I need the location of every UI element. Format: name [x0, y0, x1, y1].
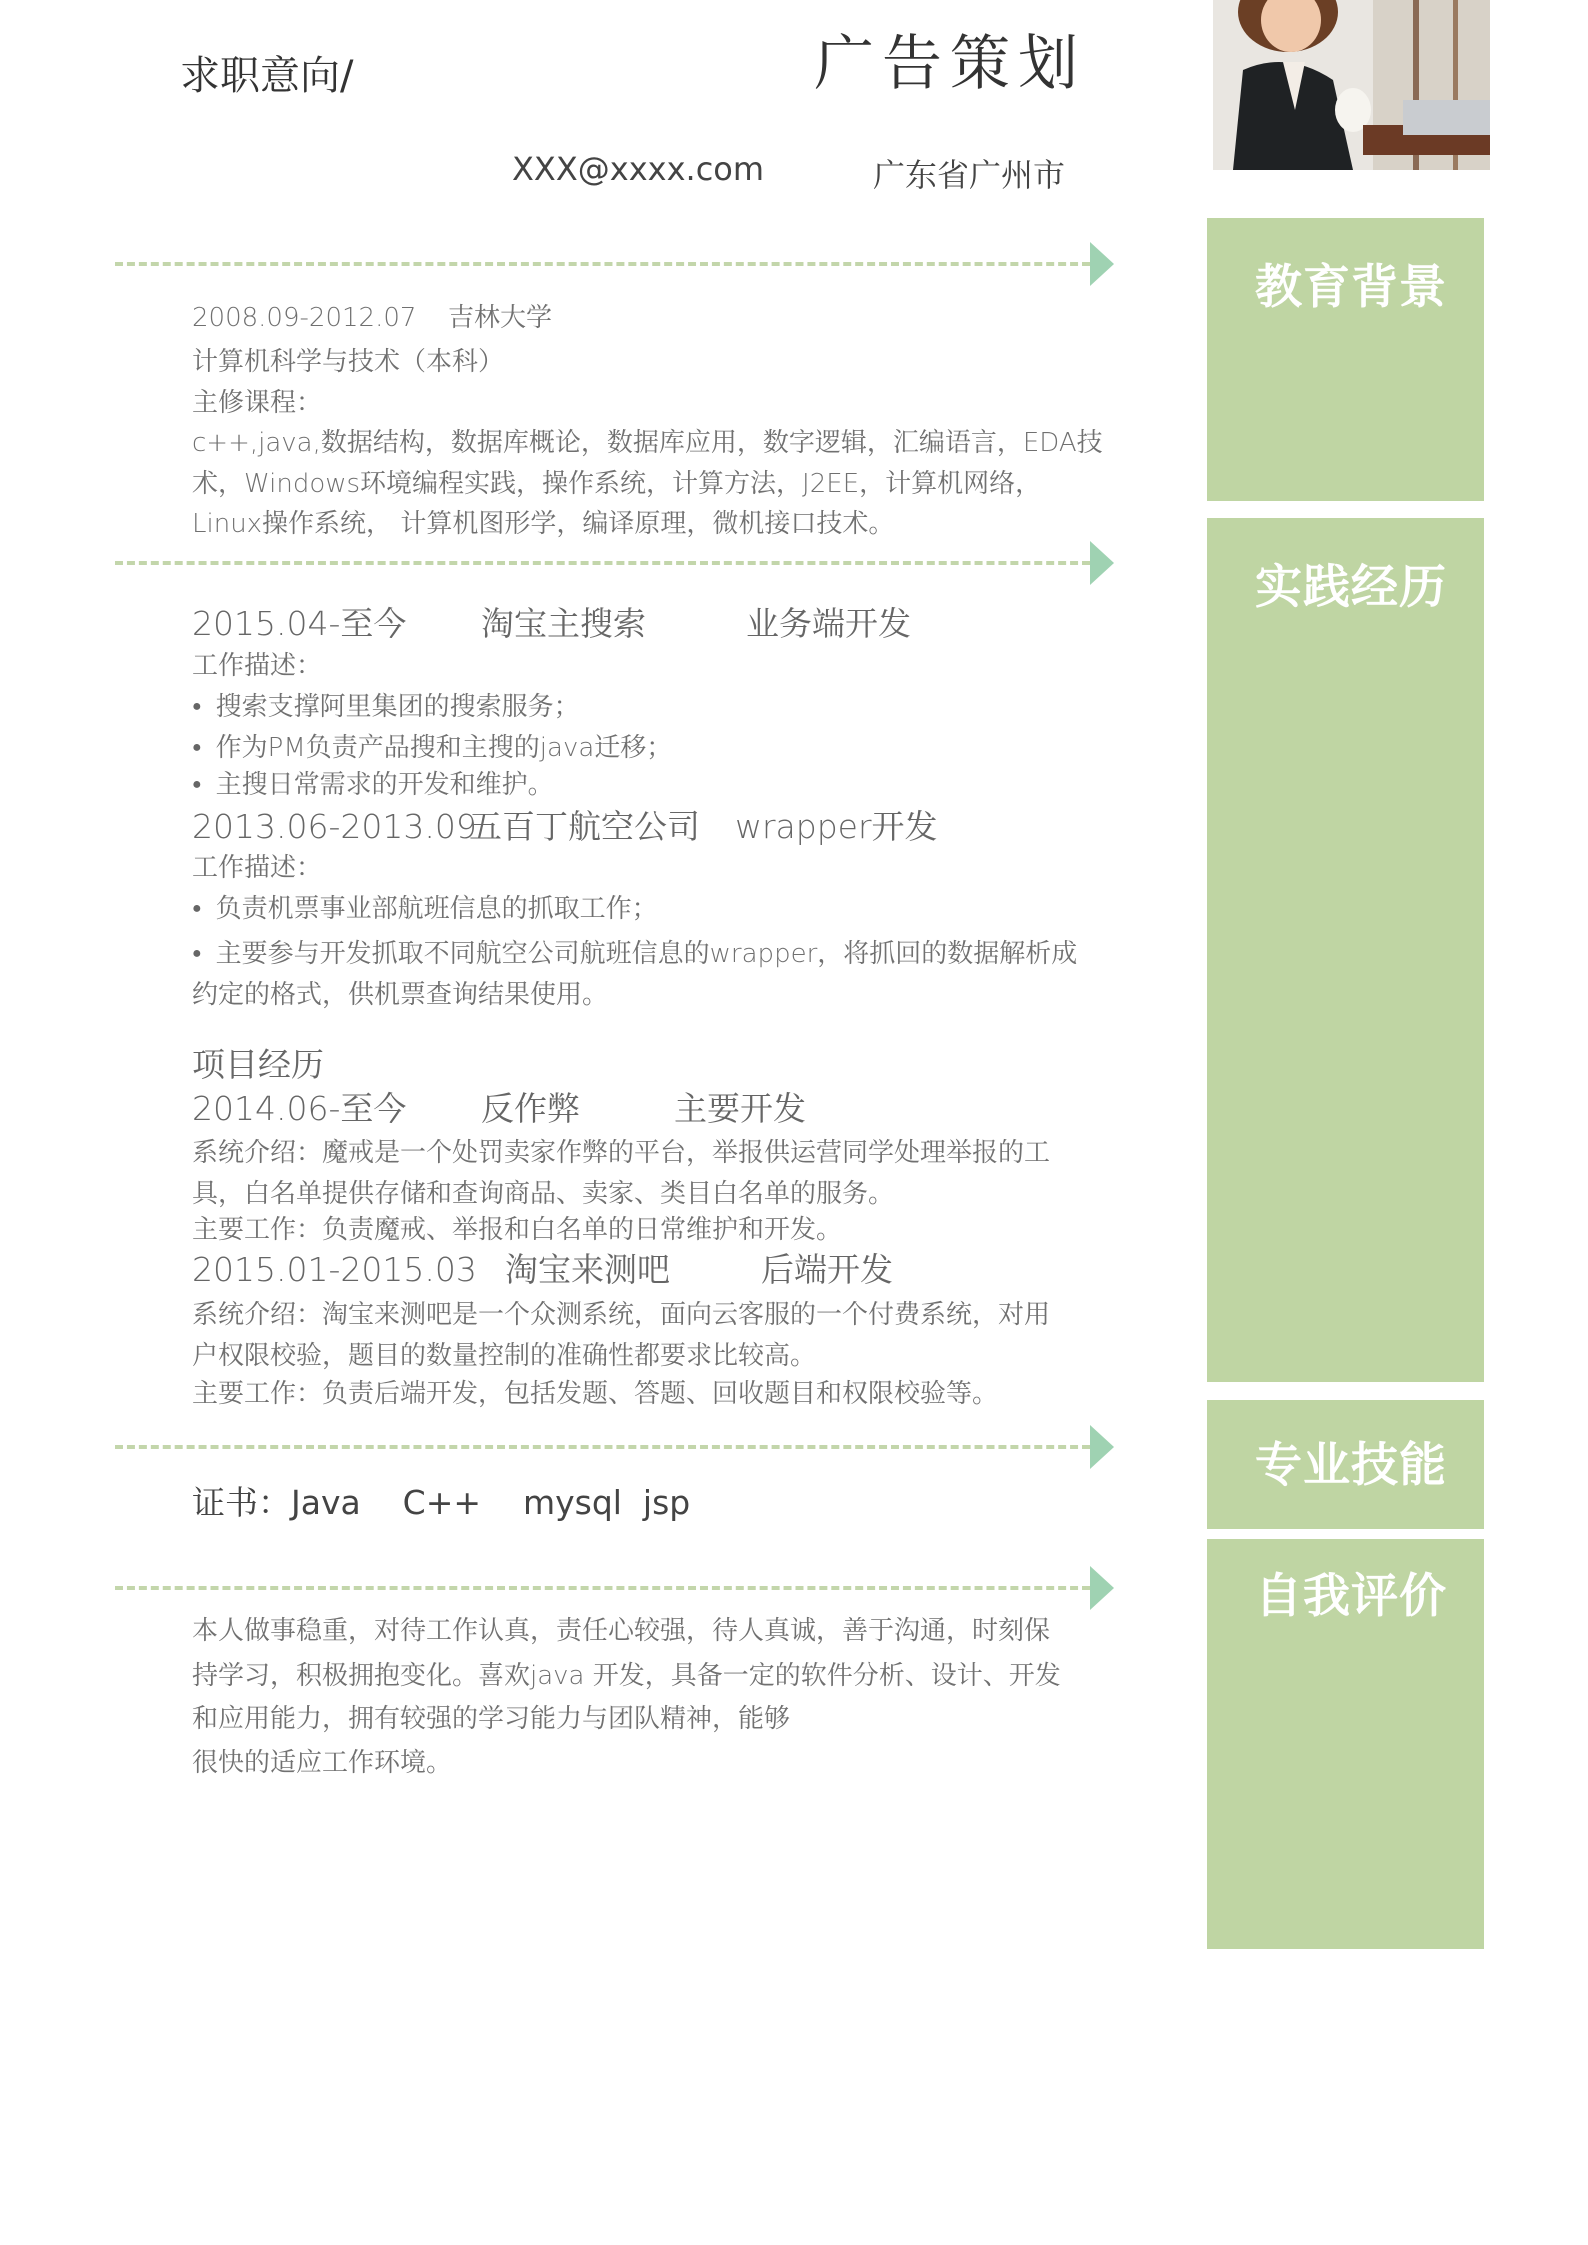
edu-school: 吉林大学 [448, 303, 553, 333]
projects-heading: 项目经历 [192, 1045, 324, 1084]
work-desc-label: 工作描述： [192, 853, 323, 883]
project-period: 2015.01-2015.03 [192, 1250, 477, 1289]
project-intro: 系统介绍：淘宝来测吧是一个众测系统，面向云客服的一个付费系统，对用 [192, 1300, 1051, 1330]
project-work: 主要工作：负责魔戒、举报和白名单的日常维护和开发。 [192, 1215, 843, 1245]
project-role: 后端开发 [761, 1250, 893, 1289]
work-bullet: ● 主搜日常需求的开发和维护。 [192, 765, 554, 808]
arrow-right-icon [1090, 242, 1114, 286]
self-eval-line: 很快的适应工作环境。 [192, 1748, 453, 1778]
project-name: 反作弊 [481, 1089, 580, 1128]
self-eval-heading: 自我评价 [1255, 1569, 1447, 1624]
work-period: 2013.06-2013.09 [192, 807, 477, 846]
self-eval-line: 和应用能力，拥有较强的学习能力与团队精神，能够 [192, 1704, 791, 1734]
project-intro: 系统介绍：魔戒是一个处罚卖家作弊的平台，举报供运营同学处理举报的工 [192, 1138, 1051, 1168]
project-period: 2014.06-至今 [192, 1089, 407, 1128]
work-bullet: ● 搜索支撑阿里集团的搜索服务； [192, 687, 580, 730]
work-company: 淘宝主搜索 [481, 604, 646, 643]
divider [115, 561, 1090, 565]
work-bullet: ● 作为PM负责产品搜和主搜的java迁移； [192, 728, 672, 771]
divider [115, 262, 1090, 266]
project-name: 淘宝来测吧 [505, 1250, 670, 1289]
education-heading: 教育背景 [1255, 260, 1447, 315]
job-title: 广告策划 [814, 29, 1086, 99]
location: 广东省广州市 [873, 156, 1066, 194]
work-role: wrapper开发 [735, 807, 938, 846]
edu-courses-line: c++,java,数据结构，数据库概论，数据库应用，数字逻辑，汇编语言，EDA技 [192, 428, 1103, 458]
work-role: 业务端开发 [746, 604, 911, 643]
work-company: 五百丁航空公司 [469, 807, 700, 846]
certificates: 证书：Java C++ mysql jsp [192, 1483, 691, 1522]
section-label-self-eval [1207, 1539, 1484, 1949]
divider [115, 1445, 1090, 1449]
edu-period: 2008.09-2012.07 [192, 303, 417, 333]
arrow-right-icon [1090, 1566, 1114, 1610]
work-period: 2015.04-至今 [192, 604, 407, 643]
email: XXX@xxxx.com [512, 150, 765, 188]
project-role: 主要开发 [674, 1089, 806, 1128]
job-intent-label: 求职意向/ [180, 53, 354, 99]
edu-major: 计算机科学与技术（本科） [192, 347, 505, 377]
self-eval-line: 持学习，积极拥抱变化。喜欢java 开发，具备一定的软件分析、设计、开发 [192, 1661, 1061, 1691]
work-desc-label: 工作描述： [192, 651, 323, 681]
arrow-right-icon [1090, 1425, 1114, 1469]
project-work: 主要工作：负责后端开发，包括发题、答题、回收题目和权限校验等。 [192, 1379, 999, 1409]
edu-courses-line: 术，Windows环境编程实践，操作系统，计算方法，J2EE，计算机网络， [192, 469, 1042, 499]
divider [115, 1586, 1090, 1590]
profile-photo [1213, 0, 1490, 170]
edu-courses-line: Linux操作系统， 计算机图形学，编译原理，微机接口技术。 [192, 509, 895, 539]
section-label-practice [1207, 518, 1484, 1382]
self-eval-line: 本人做事稳重，对待工作认真，责任心较强，待人真诚，善于沟通，时刻保 [192, 1616, 1051, 1646]
edu-courses-label: 主修课程： [192, 388, 323, 418]
section-label-skills [1207, 1400, 1484, 1529]
work-bullet-continuation: 约定的格式，供机票查询结果使用。 [192, 980, 609, 1010]
work-bullet: ● 主要参与开发抓取不同航空公司航班信息的wrapper，将抓回的数据解析成 [192, 934, 1077, 977]
project-intro: 具，白名单提供存储和查询商品、卖家、类目白名单的服务。 [192, 1179, 895, 1209]
arrow-right-icon [1090, 541, 1114, 585]
section-label-education [1207, 218, 1484, 501]
practice-heading: 实践经历 [1255, 560, 1447, 615]
project-intro: 户权限校验，题目的数量控制的准确性都要求比较高。 [192, 1341, 817, 1371]
work-bullet: ● 负责机票事业部航班信息的抓取工作； [192, 889, 658, 932]
skills-heading: 专业技能 [1255, 1438, 1447, 1493]
